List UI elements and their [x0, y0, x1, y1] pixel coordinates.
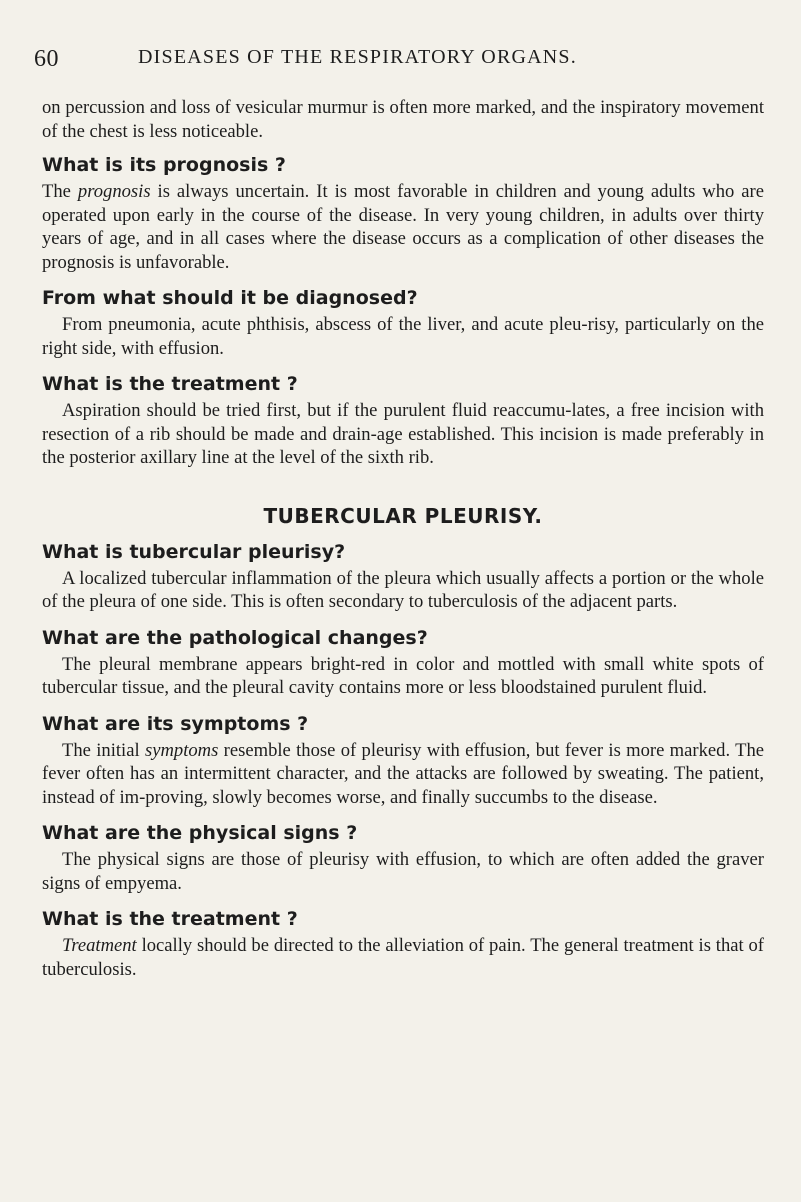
answer-treatment-2	[42, 934, 764, 981]
answer-physical-signs: The physical signs are those of pleurisy with effusion, to which are often added the graver signs of empyema.	[42, 849, 764, 894]
answer-prognosis-emphasis: prognosis	[77, 181, 151, 202]
answer-symptoms	[42, 739, 764, 810]
question-tubercular-pleurisy: What is tubercular pleurisy?	[42, 540, 346, 563]
question-treatment: What is the treatment ?	[42, 373, 298, 395]
question-prognosis: What is its prognosis ?	[42, 154, 286, 176]
answer-pathological-changes: The pleural membrane appears bright-red in color and mottled with small white spots of tubercular tissue, and the pleural cavity contains more or less bloodstained purulent fluid.	[42, 653, 764, 698]
continued-paragraph: on percussion and loss of vesicular murmur is often more marked, and the inspiratory movement of the chest is less noticeable.	[42, 97, 764, 142]
answer-prognosis	[42, 180, 764, 274]
answer-symptoms-lead: The initial	[62, 739, 145, 761]
answer-prognosis-rest: is always uncertain. It is most favorable in children and young adults who are operated upon early in the course of the disease. In very young children, in adults over thirty years of age, and in all cases where the disease occurs as a complication of other diseases the prognosis is unfavorable.	[42, 181, 764, 273]
question-treatment-2: What is the treatment ?	[42, 908, 298, 930]
answer-treatment: Aspiration should be tried first, but if the purulent fluid reaccumu-lates, a free incision with resection of a rib should be made and drain-age established. This incision is made preferably in the posterior axillary line at the level of the sixth rib.	[42, 400, 764, 468]
answer-symptoms-rest: resemble those of pleurisy with effusion, but fever is more marked. The fever often has an intermittent character, and the attacks are followed by sweating. The patient, instead of im-proving, slowly becomes worse, and finally succumbs to the disease.	[42, 739, 765, 808]
answer-treatment-2-rest: locally should be directed to the alleviation of pain. The general treatment is that of tuberculosis.	[42, 935, 764, 980]
answer-treatment-2-emphasis: Treatment	[62, 935, 137, 956]
answer-symptoms-emphasis: symptoms	[144, 739, 219, 761]
answer-tubercular-pleurisy: A localized tubercular inflammation of the pleura which usually affects a portion or the whole of the pleura of one side. This is often secondary to tuberculosis of the adjacent parts.	[42, 567, 764, 612]
page-body	[42, 96, 764, 981]
page-number: 60	[34, 46, 59, 72]
answer-diagnosis: From pneumonia, acute phthisis, abscess of the liver, and acute pleu-risy, particularly on the right side, with effusion.	[42, 314, 764, 359]
section-heading: TUBERCULAR PLEURISY.	[263, 503, 543, 528]
question-physical-signs: What are the physical signs ?	[42, 822, 358, 844]
question-symptoms: What are its symptoms ?	[42, 712, 309, 735]
question-diagnosis: From what should it be diagnosed?	[42, 287, 418, 309]
question-pathological-changes: What are the pathological changes?	[42, 626, 428, 649]
answer-prognosis-lead: The	[42, 181, 78, 202]
running-title: DISEASES OF THE RESPIRATORY ORGANS.	[138, 46, 577, 68]
